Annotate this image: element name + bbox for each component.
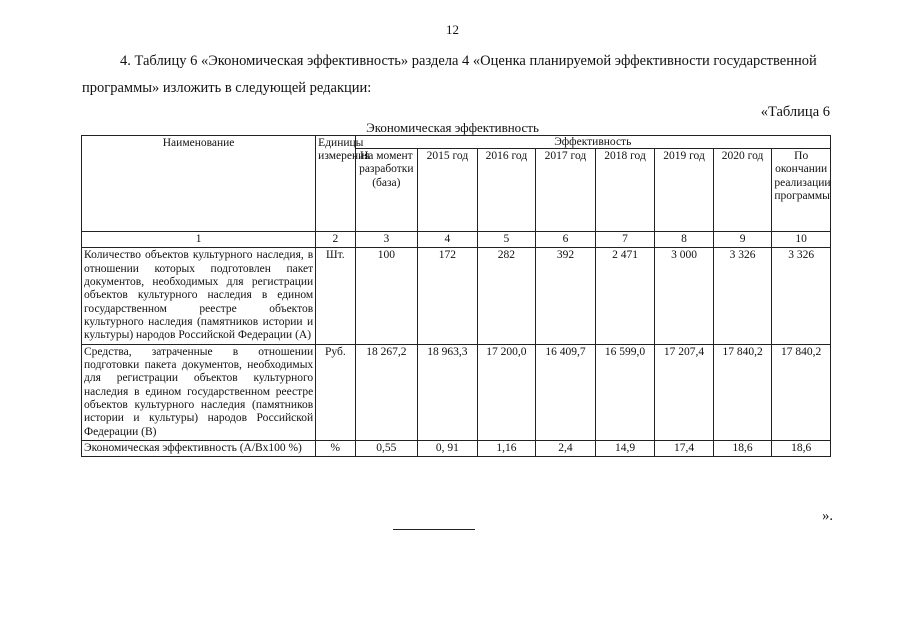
column-number: 2 [316, 232, 355, 248]
row-value: 18,6 [713, 440, 772, 456]
row-name: Экономическая эффективность (А/Вх100 %) [82, 440, 316, 456]
efficiency-table [81, 135, 831, 457]
column-number: 3 [355, 232, 418, 248]
page-number: 12 [446, 22, 459, 37]
row-name: Средства, затраченные в отношении подготовки пакета документов, необходимых для регистрации объектов культурного наследия в едином государственном реестре объектов культурного наследия (памятников истории и культуры) народов Российской Федерации (В) [82, 344, 316, 440]
row-value: 0, 91 [418, 440, 478, 456]
header-efficiency: Эффективность [355, 136, 830, 149]
row-value: 16 409,7 [536, 344, 596, 440]
row-value: 18 963,3 [418, 344, 478, 440]
paragraph-line-2: программы» изложить в следующей редакции: [82, 80, 372, 96]
row-value: 2,4 [536, 440, 596, 456]
row-value: 16 599,0 [595, 344, 655, 440]
paragraph-line-1: 4. Таблицу 6 «Экономическая эффективность» раздела 4 «Оценка планируемой эффективности государственной [120, 53, 817, 69]
row-value: 17 200,0 [477, 344, 536, 440]
row-unit: % [316, 440, 355, 456]
row-value: 14,9 [595, 440, 655, 456]
header-period: 2016 год [477, 149, 536, 232]
table-row [82, 440, 831, 456]
column-number: 6 [536, 232, 596, 248]
row-value: 0,55 [355, 440, 418, 456]
row-value: 282 [477, 248, 536, 344]
row-value: 3 326 [772, 248, 831, 344]
row-name: Количество объектов культурного наследия, в отношении которых подготовлен пакет документов, необходимых для регистрации объектов культурного наследия в едином государственном реестре объектов культурного наследия (памятников истории и культуры) народов Российской Федерации (А) [82, 248, 316, 344]
header-period: 2015 год [418, 149, 478, 232]
row-unit: Руб. [316, 344, 355, 440]
row-value: 3 326 [713, 248, 772, 344]
row-value: 17 840,2 [713, 344, 772, 440]
row-value: 1,16 [477, 440, 536, 456]
column-number: 10 [772, 232, 831, 248]
row-unit: Шт. [316, 248, 355, 344]
header-period: На момент разработки (база) [355, 149, 418, 232]
header-period: 2019 год [655, 149, 714, 232]
header-period: 2017 год [536, 149, 596, 232]
column-number: 9 [713, 232, 772, 248]
table-reference: «Таблица 6 [760, 104, 830, 120]
row-value: 17,4 [655, 440, 714, 456]
closing-quote: ». [822, 508, 833, 524]
table-title: Экономическая эффективность [366, 120, 539, 135]
row-value: 18 267,2 [355, 344, 418, 440]
table-body [82, 248, 831, 457]
table-row [82, 248, 831, 344]
row-value: 2 471 [595, 248, 655, 344]
row-value: 3 000 [655, 248, 714, 344]
row-value: 172 [418, 248, 478, 344]
footer-rule [393, 529, 475, 530]
column-number: 5 [477, 232, 536, 248]
row-value: 392 [536, 248, 596, 344]
header-period: По окончании реализации программы [772, 149, 831, 232]
table-row [82, 344, 831, 440]
column-number: 1 [82, 232, 316, 248]
row-value: 17 840,2 [772, 344, 831, 440]
header-unit: Единицы измерения [316, 136, 355, 232]
column-numbers-row [82, 232, 831, 248]
row-value: 17 207,4 [655, 344, 714, 440]
row-value: 100 [355, 248, 418, 344]
column-number: 8 [655, 232, 714, 248]
header-row-1 [82, 136, 831, 149]
header-period: 2020 год [713, 149, 772, 232]
header-name: Наименование [82, 136, 316, 232]
column-number: 7 [595, 232, 655, 248]
column-number: 4 [418, 232, 478, 248]
header-period: 2018 год [595, 149, 655, 232]
row-value: 18,6 [772, 440, 831, 456]
